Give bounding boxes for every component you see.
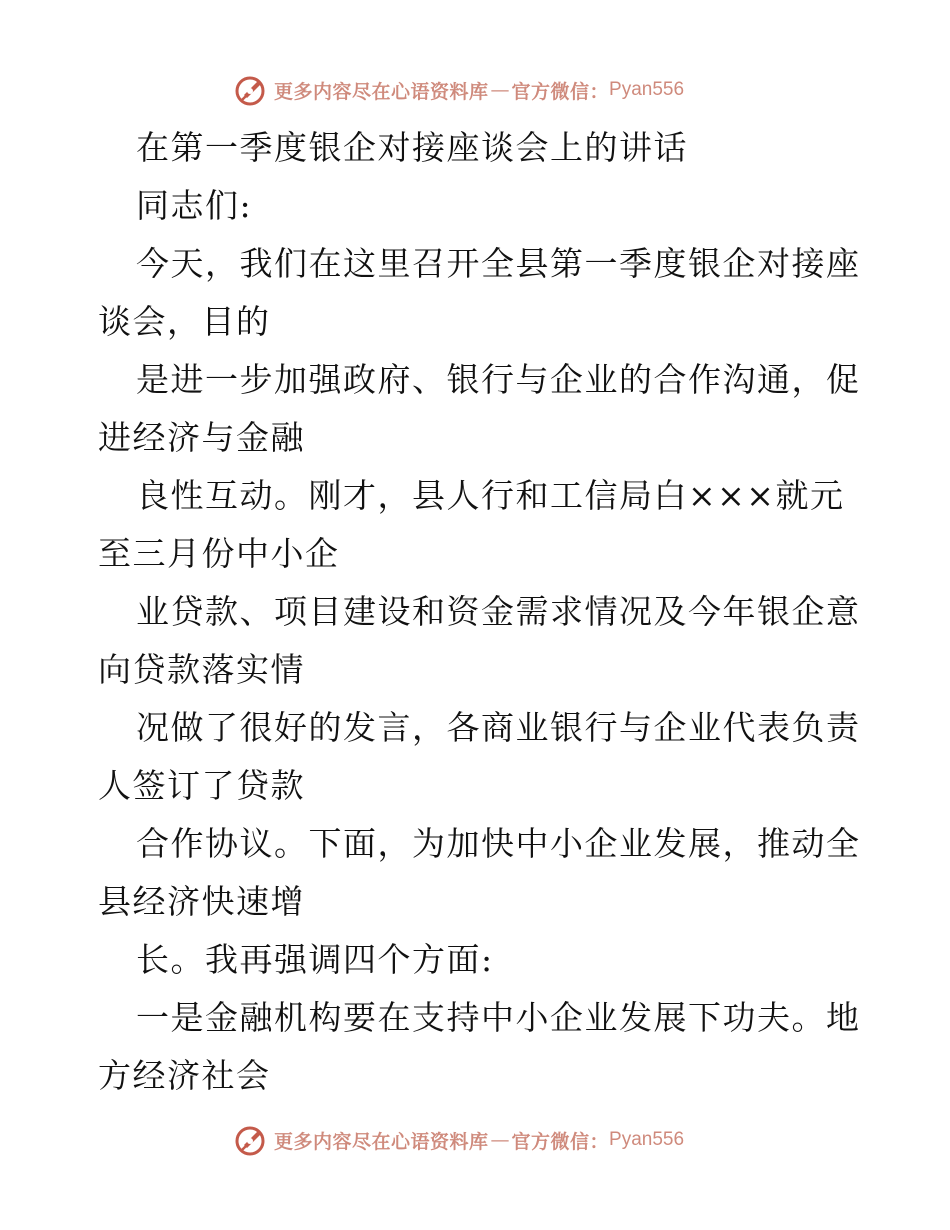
paragraph-line: 县经济快速增	[98, 882, 305, 921]
footer-watermark	[234, 1122, 684, 1158]
watermark-dash: —	[490, 1129, 510, 1151]
document-title: 在第一季度银企对接座谈会上的讲话	[136, 128, 688, 167]
paragraph-line: 向贷款落实情	[98, 650, 305, 689]
watermark-official-label: 官方微信：	[511, 1130, 610, 1153]
paragraph-line: 长。我再强调四个方面:	[136, 940, 494, 979]
paragraph-line: 良性互动。刚才，县人行和工信局白×××就元	[136, 476, 845, 515]
watermark-wechat-id: Pyan556	[609, 79, 685, 100]
paragraph-line: 况做了很好的发言，各商业银行与企业代表负责	[136, 708, 861, 747]
header-watermark	[234, 72, 684, 108]
paragraph-line: 方经济社会	[98, 1056, 271, 1095]
paragraph-line: 谈会，目的	[98, 302, 271, 341]
paragraph-line: 合作协议。下面，为加快中小企业发展，推动全	[136, 824, 861, 863]
paragraph-line: 业贷款、项目建设和资金需求情况及今年银企意	[136, 592, 861, 631]
paragraph-line: 至三月份中小企	[98, 534, 340, 573]
paragraph-line: 一是金融机构要在支持中小企业发展下功夫。地	[136, 998, 861, 1037]
salutation: 同志们:	[136, 186, 253, 225]
watermark-dash: —	[490, 79, 510, 101]
watermark-official-label: 官方微信：	[511, 80, 610, 103]
paragraph-line: 今天，我们在这里召开全县第一季度银企对接座	[136, 244, 861, 283]
paragraph-line: 是进一步加强政府、银行与企业的合作沟通，促	[136, 360, 861, 399]
watermark-wechat-id: Pyan556	[609, 1129, 685, 1150]
paragraph-line: 进经济与金融	[98, 418, 305, 457]
paragraph-line: 人签订了贷款	[98, 766, 305, 805]
quill-logo-icon	[234, 73, 268, 107]
watermark-brand-text: 更多内容尽在心语资料库	[274, 1130, 489, 1153]
watermark-brand-text: 更多内容尽在心语资料库	[274, 80, 489, 103]
quill-logo-icon	[234, 1123, 268, 1157]
